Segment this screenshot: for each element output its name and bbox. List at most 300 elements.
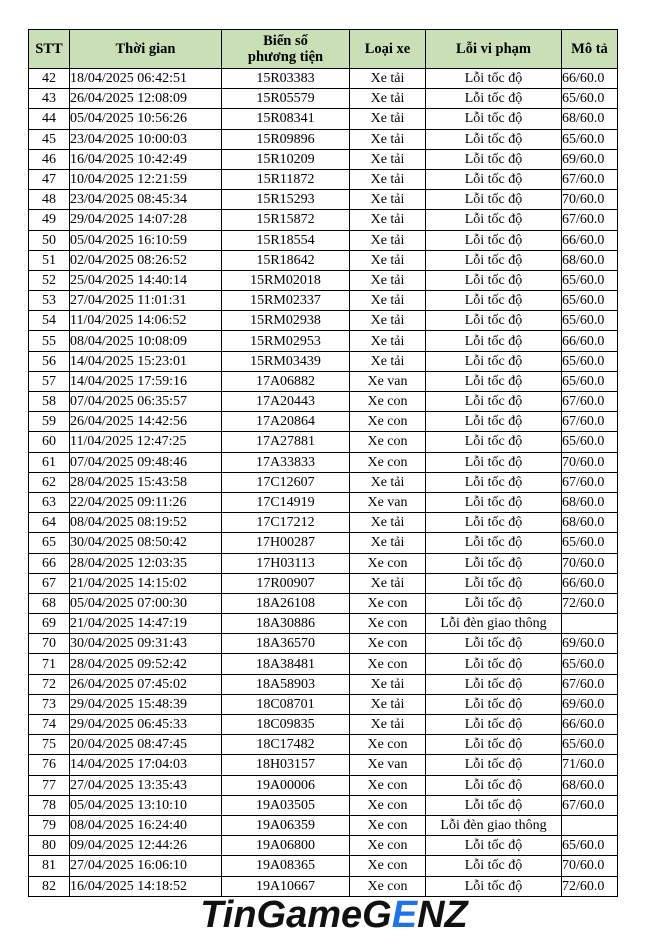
cell-stt: 60: [29, 432, 70, 452]
cell-description: 67/60.0: [562, 795, 618, 815]
cell-plate: 17C17212: [222, 513, 350, 533]
cell-description: 67/60.0: [562, 210, 618, 230]
cell-description: 68/60.0: [562, 250, 618, 270]
table-row: [29, 573, 618, 593]
cell-vehicle-type: Xe con: [350, 634, 426, 654]
cell-time: 30/04/2025 08:50:42: [70, 533, 222, 553]
cell-vehicle-type: Xe tải: [350, 149, 426, 169]
cell-violation: Lỗi tốc độ: [426, 230, 562, 250]
cell-stt: 50: [29, 230, 70, 250]
header-time: Thời gian: [70, 30, 222, 69]
cell-time: 05/04/2025 07:00:30: [70, 593, 222, 613]
cell-time: 14/04/2025 17:59:16: [70, 371, 222, 391]
cell-violation: Lỗi tốc độ: [426, 795, 562, 815]
cell-violation: Lỗi tốc độ: [426, 149, 562, 169]
cell-time: 11/04/2025 12:47:25: [70, 432, 222, 452]
cell-vehicle-type: Xe con: [350, 432, 426, 452]
header-type: Loại xe: [350, 30, 426, 69]
cell-plate: 18A58903: [222, 674, 350, 694]
table-row: [29, 836, 618, 856]
cell-description: 67/60.0: [562, 392, 618, 412]
table-row: [29, 472, 618, 492]
table-row: [29, 392, 618, 412]
cell-stt: 67: [29, 573, 70, 593]
cell-time: 28/04/2025 09:52:42: [70, 654, 222, 674]
cell-violation: Lỗi tốc độ: [426, 351, 562, 371]
cell-vehicle-type: Xe con: [350, 735, 426, 755]
cell-description: 65/60.0: [562, 291, 618, 311]
cell-plate: 15RM02018: [222, 270, 350, 290]
cell-stt: 65: [29, 533, 70, 553]
cell-description: 66/60.0: [562, 69, 618, 89]
cell-time: 08/04/2025 16:24:40: [70, 815, 222, 835]
cell-stt: 58: [29, 392, 70, 412]
cell-violation: Lỗi tốc độ: [426, 89, 562, 109]
cell-description: 69/60.0: [562, 634, 618, 654]
cell-violation: Lỗi tốc độ: [426, 593, 562, 613]
cell-vehicle-type: Xe tải: [350, 351, 426, 371]
cell-vehicle-type: Xe tải: [350, 230, 426, 250]
cell-time: 29/04/2025 14:07:28: [70, 210, 222, 230]
cell-violation: Lỗi tốc độ: [426, 412, 562, 432]
cell-time: 29/04/2025 06:45:33: [70, 715, 222, 735]
header-desc: Mô tả: [562, 30, 618, 69]
cell-plate: 15R11872: [222, 169, 350, 189]
table-row: [29, 654, 618, 674]
cell-stt: 72: [29, 674, 70, 694]
cell-time: 05/04/2025 10:56:26: [70, 109, 222, 129]
cell-vehicle-type: Xe tải: [350, 331, 426, 351]
cell-plate: 18C08701: [222, 694, 350, 714]
cell-vehicle-type: Xe tải: [350, 291, 426, 311]
cell-description: 66/60.0: [562, 715, 618, 735]
table-row: [29, 311, 618, 331]
cell-plate: 15R03383: [222, 69, 350, 89]
cell-vehicle-type: Xe tải: [350, 715, 426, 735]
cell-stt: 45: [29, 129, 70, 149]
cell-plate: 15RM02337: [222, 291, 350, 311]
cell-description: 67/60.0: [562, 472, 618, 492]
table-row: [29, 250, 618, 270]
cell-vehicle-type: Xe con: [350, 775, 426, 795]
cell-description: 65/60.0: [562, 836, 618, 856]
cell-time: 07/04/2025 06:35:57: [70, 392, 222, 412]
table-row: [29, 614, 618, 634]
cell-vehicle-type: Xe tải: [350, 270, 426, 290]
cell-vehicle-type: Xe tải: [350, 129, 426, 149]
header-plate-line1: Biển số: [263, 33, 308, 49]
cell-description: 65/60.0: [562, 735, 618, 755]
cell-time: 28/04/2025 15:43:58: [70, 472, 222, 492]
cell-plate: 18A30886: [222, 614, 350, 634]
cell-vehicle-type: Xe con: [350, 614, 426, 634]
cell-description: 65/60.0: [562, 654, 618, 674]
table-row: [29, 755, 618, 775]
cell-time: 21/04/2025 14:47:19: [70, 614, 222, 634]
cell-violation: Lỗi tốc độ: [426, 270, 562, 290]
cell-violation: Lỗi tốc độ: [426, 573, 562, 593]
cell-plate: 15R18554: [222, 230, 350, 250]
cell-violation: Lỗi tốc độ: [426, 452, 562, 472]
cell-plate: 15R18642: [222, 250, 350, 270]
cell-description: 71/60.0: [562, 755, 618, 775]
cell-vehicle-type: Xe tải: [350, 311, 426, 331]
cell-time: 26/04/2025 07:45:02: [70, 674, 222, 694]
cell-time: 05/04/2025 16:10:59: [70, 230, 222, 250]
cell-description: 65/60.0: [562, 89, 618, 109]
cell-stt: 44: [29, 109, 70, 129]
table-row: [29, 634, 618, 654]
cell-violation: Lỗi tốc độ: [426, 291, 562, 311]
cell-description: 70/60.0: [562, 452, 618, 472]
table-row: [29, 149, 618, 169]
cell-time: 05/04/2025 13:10:10: [70, 795, 222, 815]
cell-violation: Lỗi tốc độ: [426, 513, 562, 533]
cell-vehicle-type: Xe con: [350, 412, 426, 432]
table-row: [29, 109, 618, 129]
cell-time: 16/04/2025 10:42:49: [70, 149, 222, 169]
cell-time: 25/04/2025 14:40:14: [70, 270, 222, 290]
cell-vehicle-type: Xe tải: [350, 210, 426, 230]
cell-vehicle-type: Xe tải: [350, 89, 426, 109]
cell-violation: Lỗi đèn giao thông: [426, 614, 562, 634]
cell-time: 20/04/2025 08:47:45: [70, 735, 222, 755]
cell-description: 68/60.0: [562, 109, 618, 129]
cell-stt: 59: [29, 412, 70, 432]
table-row: [29, 795, 618, 815]
table-row: [29, 735, 618, 755]
cell-vehicle-type: Xe tải: [350, 694, 426, 714]
table-row: [29, 775, 618, 795]
cell-vehicle-type: Xe con: [350, 593, 426, 613]
cell-vehicle-type: Xe tải: [350, 472, 426, 492]
cell-violation: Lỗi tốc độ: [426, 210, 562, 230]
cell-description: 65/60.0: [562, 270, 618, 290]
cell-plate: 18C09835: [222, 715, 350, 735]
cell-stt: 78: [29, 795, 70, 815]
table-row: [29, 432, 618, 452]
cell-stt: 66: [29, 553, 70, 573]
cell-time: 26/04/2025 12:08:09: [70, 89, 222, 109]
cell-stt: 71: [29, 654, 70, 674]
cell-description: 65/60.0: [562, 432, 618, 452]
table-row: [29, 492, 618, 512]
cell-plate: 15R15293: [222, 190, 350, 210]
cell-description: 67/60.0: [562, 412, 618, 432]
cell-stt: 57: [29, 371, 70, 391]
cell-plate: 19A03505: [222, 795, 350, 815]
cell-violation: Lỗi tốc độ: [426, 169, 562, 189]
cell-vehicle-type: Xe tải: [350, 109, 426, 129]
cell-plate: 15R10209: [222, 149, 350, 169]
table-row: [29, 533, 618, 553]
cell-vehicle-type: Xe tải: [350, 674, 426, 694]
cell-violation: Lỗi tốc độ: [426, 392, 562, 412]
cell-time: 08/04/2025 08:19:52: [70, 513, 222, 533]
cell-description: 72/60.0: [562, 593, 618, 613]
cell-time: 21/04/2025 14:15:02: [70, 573, 222, 593]
cell-stt: 82: [29, 876, 70, 896]
cell-violation: Lỗi tốc độ: [426, 836, 562, 856]
cell-stt: 48: [29, 190, 70, 210]
cell-vehicle-type: Xe con: [350, 815, 426, 835]
cell-plate: 17A06882: [222, 371, 350, 391]
cell-vehicle-type: Xe con: [350, 795, 426, 815]
cell-violation: Lỗi tốc độ: [426, 674, 562, 694]
cell-violation: Lỗi tốc độ: [426, 69, 562, 89]
cell-violation: Lỗi tốc độ: [426, 190, 562, 210]
cell-violation: Lỗi tốc độ: [426, 553, 562, 573]
cell-time: 08/04/2025 10:08:09: [70, 331, 222, 351]
table-row: [29, 553, 618, 573]
cell-plate: 17H03113: [222, 553, 350, 573]
table-row: [29, 210, 618, 230]
cell-plate: 15RM02953: [222, 331, 350, 351]
cell-plate: 19A08365: [222, 856, 350, 876]
cell-description: 67/60.0: [562, 674, 618, 694]
cell-stt: 51: [29, 250, 70, 270]
cell-vehicle-type: Xe van: [350, 371, 426, 391]
cell-vehicle-type: Xe con: [350, 392, 426, 412]
cell-stt: 63: [29, 492, 70, 512]
table-row: [29, 230, 618, 250]
cell-stt: 43: [29, 89, 70, 109]
cell-violation: Lỗi tốc độ: [426, 533, 562, 553]
cell-plate: 19A10667: [222, 876, 350, 896]
cell-description: 66/60.0: [562, 230, 618, 250]
table-row: [29, 291, 618, 311]
cell-stt: 53: [29, 291, 70, 311]
cell-stt: 49: [29, 210, 70, 230]
cell-plate: 18A38481: [222, 654, 350, 674]
cell-plate: 15R09896: [222, 129, 350, 149]
cell-violation: Lỗi tốc độ: [426, 775, 562, 795]
cell-description: 68/60.0: [562, 492, 618, 512]
table-row: [29, 856, 618, 876]
cell-plate: 19A06359: [222, 815, 350, 835]
cell-vehicle-type: Xe tải: [350, 513, 426, 533]
cell-plate: 18A26108: [222, 593, 350, 613]
cell-description: 70/60.0: [562, 553, 618, 573]
cell-stt: 80: [29, 836, 70, 856]
cell-time: 27/04/2025 13:35:43: [70, 775, 222, 795]
cell-violation: Lỗi tốc độ: [426, 129, 562, 149]
table-row: [29, 89, 618, 109]
cell-stt: 55: [29, 331, 70, 351]
table-row: [29, 815, 618, 835]
table-row: [29, 412, 618, 432]
cell-plate: 17A20443: [222, 392, 350, 412]
cell-stt: 76: [29, 755, 70, 775]
cell-violation: Lỗi tốc độ: [426, 109, 562, 129]
cell-vehicle-type: Xe van: [350, 492, 426, 512]
table-header: [29, 30, 618, 69]
table-row: [29, 674, 618, 694]
cell-vehicle-type: Xe tải: [350, 169, 426, 189]
cell-stt: 52: [29, 270, 70, 290]
cell-time: 14/04/2025 17:04:03: [70, 755, 222, 775]
cell-violation: Lỗi tốc độ: [426, 715, 562, 735]
table-row: [29, 270, 618, 290]
cell-stt: 77: [29, 775, 70, 795]
cell-stt: 75: [29, 735, 70, 755]
cell-time: 26/04/2025 14:42:56: [70, 412, 222, 432]
table-row: [29, 351, 618, 371]
cell-time: 29/04/2025 15:48:39: [70, 694, 222, 714]
cell-plate: 17H00287: [222, 533, 350, 553]
cell-vehicle-type: Xe con: [350, 553, 426, 573]
violations-table: [28, 29, 618, 897]
cell-time: 23/04/2025 08:45:34: [70, 190, 222, 210]
table-body: [29, 69, 618, 897]
watermark-text: TinGameGENZ: [200, 894, 468, 936]
cell-plate: 15R05579: [222, 89, 350, 109]
cell-vehicle-type: Xe con: [350, 856, 426, 876]
cell-violation: Lỗi tốc độ: [426, 492, 562, 512]
cell-stt: 68: [29, 593, 70, 613]
cell-description: 65/60.0: [562, 351, 618, 371]
cell-description: 65/60.0: [562, 129, 618, 149]
cell-plate: 15R08341: [222, 109, 350, 129]
cell-stt: 81: [29, 856, 70, 876]
cell-description: [562, 614, 618, 634]
cell-description: 68/60.0: [562, 775, 618, 795]
cell-vehicle-type: Xe tải: [350, 190, 426, 210]
cell-time: 16/04/2025 14:18:52: [70, 876, 222, 896]
cell-time: 22/04/2025 09:11:26: [70, 492, 222, 512]
cell-stt: 46: [29, 149, 70, 169]
cell-plate: 19A00006: [222, 775, 350, 795]
table-row: [29, 169, 618, 189]
cell-violation: Lỗi tốc độ: [426, 876, 562, 896]
table-row: [29, 694, 618, 714]
cell-vehicle-type: Xe con: [350, 452, 426, 472]
cell-violation: Lỗi tốc độ: [426, 311, 562, 331]
table-row: [29, 69, 618, 89]
watermark-logo: [197, 892, 472, 936]
table-row: [29, 371, 618, 391]
cell-plate: 17C12607: [222, 472, 350, 492]
cell-plate: 15RM03439: [222, 351, 350, 371]
cell-stt: 64: [29, 513, 70, 533]
cell-stt: 69: [29, 614, 70, 634]
header-stt: STT: [29, 30, 70, 69]
cell-stt: 70: [29, 634, 70, 654]
cell-description: 65/60.0: [562, 371, 618, 391]
cell-stt: 56: [29, 351, 70, 371]
cell-stt: 79: [29, 815, 70, 835]
cell-description: 68/60.0: [562, 513, 618, 533]
cell-vehicle-type: Xe van: [350, 755, 426, 775]
cell-violation: Lỗi tốc độ: [426, 472, 562, 492]
cell-time: 07/04/2025 09:48:46: [70, 452, 222, 472]
cell-vehicle-type: Xe tải: [350, 69, 426, 89]
cell-time: 27/04/2025 11:01:31: [70, 291, 222, 311]
cell-stt: 42: [29, 69, 70, 89]
cell-vehicle-type: Xe tải: [350, 250, 426, 270]
cell-plate: 17C14919: [222, 492, 350, 512]
table-row: [29, 593, 618, 613]
cell-violation: Lỗi tốc độ: [426, 250, 562, 270]
cell-vehicle-type: Xe con: [350, 876, 426, 896]
cell-violation: Lỗi tốc độ: [426, 654, 562, 674]
cell-plate: 15R15872: [222, 210, 350, 230]
cell-description: 65/60.0: [562, 533, 618, 553]
cell-violation: Lỗi tốc độ: [426, 634, 562, 654]
cell-stt: 47: [29, 169, 70, 189]
cell-plate: 17A27881: [222, 432, 350, 452]
cell-vehicle-type: Xe tải: [350, 573, 426, 593]
header-row: [29, 30, 618, 69]
cell-violation: Lỗi tốc độ: [426, 755, 562, 775]
cell-description: 67/60.0: [562, 169, 618, 189]
cell-violation: Lỗi tốc độ: [426, 432, 562, 452]
cell-plate: 18C17482: [222, 735, 350, 755]
cell-stt: 73: [29, 694, 70, 714]
cell-time: 11/04/2025 14:06:52: [70, 311, 222, 331]
cell-violation: Lỗi đèn giao thông: [426, 815, 562, 835]
table-row: [29, 452, 618, 472]
table-row: [29, 715, 618, 735]
cell-plate: 17A20864: [222, 412, 350, 432]
cell-description: 66/60.0: [562, 573, 618, 593]
cell-stt: 74: [29, 715, 70, 735]
cell-violation: Lỗi tốc độ: [426, 694, 562, 714]
cell-description: 69/60.0: [562, 149, 618, 169]
header-error: Lỗi vi phạm: [426, 30, 562, 69]
cell-stt: 61: [29, 452, 70, 472]
cell-plate: 19A06800: [222, 836, 350, 856]
cell-description: 65/60.0: [562, 311, 618, 331]
cell-violation: Lỗi tốc độ: [426, 331, 562, 351]
cell-vehicle-type: Xe con: [350, 836, 426, 856]
cell-stt: 54: [29, 311, 70, 331]
cell-time: 02/04/2025 08:26:52: [70, 250, 222, 270]
cell-violation: Lỗi tốc độ: [426, 371, 562, 391]
cell-time: 27/04/2025 16:06:10: [70, 856, 222, 876]
cell-time: 30/04/2025 09:31:43: [70, 634, 222, 654]
cell-time: 09/04/2025 12:44:26: [70, 836, 222, 856]
cell-plate: 17A33833: [222, 452, 350, 472]
cell-description: 69/60.0: [562, 694, 618, 714]
table-row: [29, 190, 618, 210]
cell-violation: Lỗi tốc độ: [426, 735, 562, 755]
cell-description: 70/60.0: [562, 190, 618, 210]
cell-plate: 17R00907: [222, 573, 350, 593]
cell-vehicle-type: Xe tải: [350, 533, 426, 553]
cell-description: 66/60.0: [562, 331, 618, 351]
header-plate-line2: phương tiện: [247, 49, 324, 65]
cell-time: 28/04/2025 12:03:35: [70, 553, 222, 573]
cell-violation: Lỗi tốc độ: [426, 856, 562, 876]
table-row: [29, 129, 618, 149]
cell-time: 10/04/2025 12:21:59: [70, 169, 222, 189]
cell-plate: 18A36570: [222, 634, 350, 654]
header-plate: [222, 30, 350, 69]
cell-stt: 62: [29, 472, 70, 492]
cell-description: 70/60.0: [562, 856, 618, 876]
cell-time: 23/04/2025 10:00:03: [70, 129, 222, 149]
cell-time: 14/04/2025 15:23:01: [70, 351, 222, 371]
cell-time: 18/04/2025 06:42:51: [70, 69, 222, 89]
table-row: [29, 513, 618, 533]
table-row: [29, 331, 618, 351]
cell-vehicle-type: Xe con: [350, 654, 426, 674]
cell-plate: 15RM02938: [222, 311, 350, 331]
cell-description: 72/60.0: [562, 876, 618, 896]
cell-plate: 18H03157: [222, 755, 350, 775]
cell-description: [562, 815, 618, 835]
